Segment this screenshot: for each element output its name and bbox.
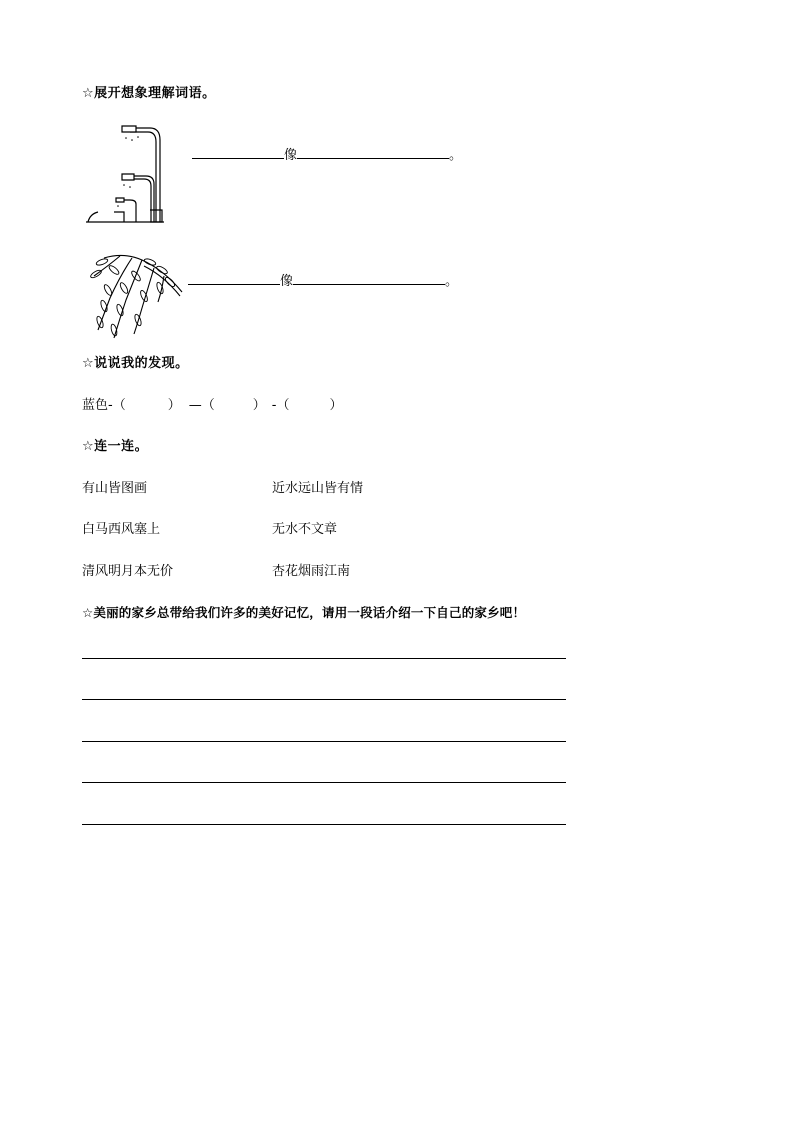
row1-answer xyxy=(192,144,462,163)
row2-end: 。 xyxy=(445,274,459,289)
writing-line-1[interactable] xyxy=(82,658,566,659)
writing-line-3[interactable] xyxy=(82,741,566,742)
close-2: ） xyxy=(252,398,266,413)
close-1: ） xyxy=(167,398,181,413)
sep-1: -（ xyxy=(108,398,126,413)
row1-middle: 像 xyxy=(284,148,298,163)
row2-middle: 像 xyxy=(280,274,294,289)
sep-3: -（ xyxy=(271,398,290,413)
match-right-3[interactable]: 杏花烟雨江南 xyxy=(272,564,351,579)
row2-blank-2[interactable] xyxy=(293,270,445,285)
writing-line-2[interactable] xyxy=(82,699,566,700)
match-left-1[interactable]: 有山皆图画 xyxy=(82,481,148,496)
color-prefix: 蓝色 xyxy=(82,398,109,413)
color-pattern-row xyxy=(82,394,342,413)
writing-line-4[interactable] xyxy=(82,782,566,783)
close-3: ） xyxy=(329,398,343,413)
section3-heading: ☆连一连。 xyxy=(82,439,149,454)
match-right-2[interactable]: 无水不文章 xyxy=(272,522,338,537)
street-lamps-icon xyxy=(84,122,174,226)
row1-blank-2[interactable] xyxy=(297,144,449,159)
match-right-1[interactable]: 近水远山皆有情 xyxy=(272,481,364,496)
row1-end: 。 xyxy=(449,148,463,163)
sep-2: —（ xyxy=(188,398,215,413)
row2-answer xyxy=(188,270,458,289)
section2-heading: ☆说说我的发现。 xyxy=(82,356,189,371)
writing-line-5[interactable] xyxy=(82,824,566,825)
row1-blank-1[interactable] xyxy=(192,144,284,159)
row2-blank-1[interactable] xyxy=(188,270,280,285)
match-left-3[interactable]: 清风明月本无价 xyxy=(82,564,174,579)
willow-branch-icon xyxy=(84,240,184,342)
match-left-2[interactable]: 白马西风塞上 xyxy=(82,522,161,537)
section4-heading: ☆美丽的家乡总带给我们许多的美好记忆，请用一段话介绍一下自己的家乡吧！ xyxy=(82,605,526,620)
section1-heading: ☆展开想象理解词语。 xyxy=(82,86,216,101)
